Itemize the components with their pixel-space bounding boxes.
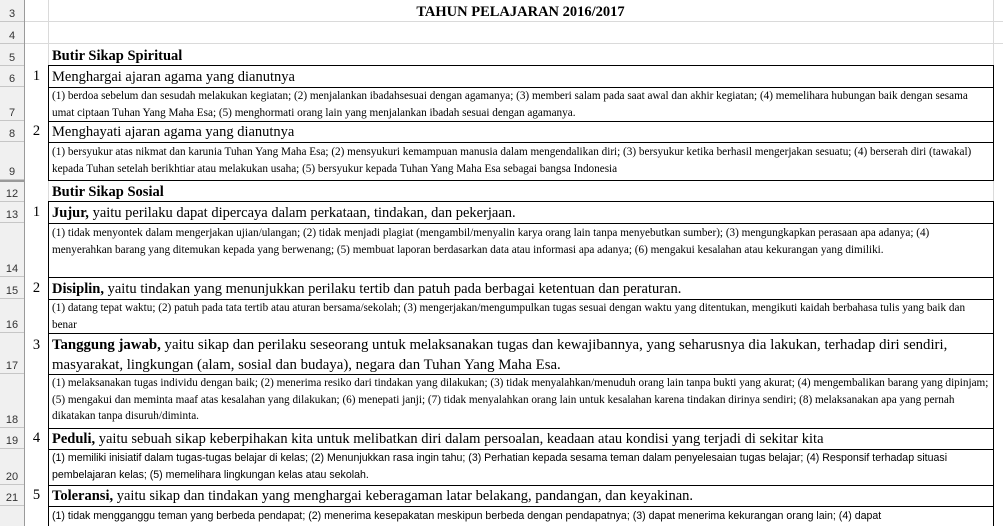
page-title[interactable]: TAHUN PELAJARAN 2016/2017 <box>416 4 625 20</box>
item-term: Jujur, <box>52 205 89 221</box>
table-border <box>48 87 994 88</box>
table-border <box>48 223 994 224</box>
section-heading-spiritual[interactable]: Butir Sikap Spiritual <box>52 48 183 64</box>
row-number[interactable]: 7 <box>0 87 24 121</box>
table-border <box>48 506 994 507</box>
row-number[interactable]: 3 <box>0 0 24 22</box>
gridline <box>993 0 994 66</box>
gridline <box>993 180 994 202</box>
item-number[interactable]: 2 <box>32 279 41 296</box>
row-number[interactable]: 18 <box>0 374 24 428</box>
item-description[interactable]: (1) bersyukur atas nikmat dan karunia Tuhan Yang Maha Esa; (2) mensyukuri kemampuan manusia dalam mengendalikan diri; (3) bersyukur ketika berhasil mengerjakan sesuatu; (4) berserah diri (tawakal) kepada Tuhan setelah berikhtiar atau melakukan usaha; (5) bersyukur kepada Tuhan Yang Maha Esa sebagai bangsa Indonesia <box>52 146 972 175</box>
item-title[interactable] <box>52 335 992 375</box>
row-number[interactable]: 16 <box>0 299 24 333</box>
item-number[interactable]: 3 <box>32 336 41 353</box>
item-description[interactable]: (1) berdoa sebelum dan sesudah melakukan kegiatan; (2) menjalankan ibadahsesuai dengan agamanya; (3) memberi salam pada saat awal dan akhir kegiatan; (4) memelihara hubungan baik dengan sesama umat ciptaan Tuhan Yang Maha Esa; (5) menghormati orang lain yang menjalankan ibadah sesuai dengan agamanya. <box>52 90 968 119</box>
row-number[interactable]: 4 <box>0 22 24 44</box>
item-term: Toleransi, <box>52 488 114 504</box>
row-number[interactable]: 19 <box>0 428 24 449</box>
item-description[interactable]: (1) memiliki inisiatif dalam tugas-tugas belajar di kelas; (2) Menunjukkan rasa ingin tahu; (3) Perhatian kepada sesama teman dalam penyelesaian tugas belajar; (4) Responsif terhadap situasi pembelajaran kelas; (5) memelihara lingkungan kelas atau sekolah. <box>52 452 948 481</box>
item-title-text: yaitu sikap dan perilaku seseorang untuk melaksanakan tugas dan kewajibannya, yang seharusnya dia lakukan, terhadap diri sendiri, masyarakat, lingkungan (alam, sosial dan budaya), negara dan Tuhan Yang Maha Esa. <box>52 337 948 373</box>
row-number[interactable]: 12 <box>0 180 24 202</box>
item-term: Disiplin, <box>52 281 104 297</box>
table-border <box>48 485 994 486</box>
row-number[interactable]: 13 <box>0 202 24 223</box>
item-title[interactable] <box>52 429 992 449</box>
item-title[interactable]: Menghayati ajaran agama yang dianutnya <box>52 124 295 140</box>
item-title-text: yaitu tindakan yang menunjukkan perilaku tertib dan patuh pada berbagai ketentuan dan peraturan. <box>103 281 682 297</box>
table-border <box>48 299 994 300</box>
item-number[interactable]: 1 <box>32 68 41 84</box>
item-title-text: yaitu sikap dan tindakan yang menghargai keberagaman latar belakang, pandangan, dan keyakinan. <box>113 488 694 504</box>
item-title[interactable]: Menghargai ajaran agama yang dianutnya <box>52 69 295 85</box>
item-number[interactable]: 2 <box>32 123 41 139</box>
item-title[interactable] <box>52 203 992 223</box>
item-number[interactable]: 1 <box>32 204 41 220</box>
item-title-text: yaitu sebuah sikap keberpihakan kita untuk melibatkan diri dalam persoalan, keadaan atau kondisi yang terjadi di sekitar kita <box>95 431 824 447</box>
item-description[interactable]: (1) tidak menyontek dalam mengerjakan ujian/ulangan; (2) tidak menjadi plagiat (mengambil/menyalin karya orang lain tanpa menyebutkan sumber); (3) mengungkapkan perasaan apa adanya; (4) menyerahkan barang yang ditemukan kepada yang berwenang; (5) membuat laporan berdasarkan data atau informasi apa adanya; (6) mengakui kesalahan atau kekurangan yang dimiliki. <box>52 227 930 256</box>
item-number[interactable]: 4 <box>32 430 41 446</box>
table-border <box>48 277 994 278</box>
item-title[interactable] <box>52 279 992 299</box>
item-description[interactable]: (1) melaksanakan tugas individu dengan baik; (2) menerima resiko dari tindakan yang dilakukan; (3) tidak menyalahkan/menuduh orang lain tanpa bukti yang akurat; (4) mengembalikan barang yang dipinjam; (5) mengakui dan meminta maaf atas kesalahan yang dilakukan; (6) menepati janji; (7) tidak menyalahkan orang lain untuk kesalahan karena tindakan dirinya sendiri; (8) melaksanakan apa yang pernah dikatakan tanpa disuruh/diminta. <box>52 377 989 422</box>
item-title[interactable] <box>52 486 992 506</box>
table-border <box>48 201 994 202</box>
row-number[interactable]: 20 <box>0 449 24 485</box>
row-number[interactable]: 5 <box>0 44 24 66</box>
table-border <box>48 201 49 526</box>
table-border <box>48 180 994 181</box>
gridline <box>25 43 1003 44</box>
item-description[interactable]: (1) datang tepat waktu; (2) patuh pada tata tertib atau aturan bersama/sekolah; (3) mengerjakan/mengumpulkan tugas sesuai dengan waktu yang ditentukan, mengikuti kaidah berbahasa tulis yang baik dan benar <box>52 302 966 331</box>
table-border <box>48 142 994 143</box>
row-number[interactable]: 14 <box>0 223 24 277</box>
table-border <box>48 449 994 450</box>
table-border <box>48 121 994 122</box>
item-term: Tanggung jawab, <box>52 337 161 353</box>
table-border <box>48 374 994 375</box>
item-title-text: yaitu perilaku dapat dipercaya dalam perkataan, tindakan, dan pekerjaan. <box>88 205 516 221</box>
row-number[interactable]: 6 <box>0 66 24 87</box>
row-number[interactable]: 8 <box>0 121 24 142</box>
row-number[interactable]: 17 <box>0 333 24 374</box>
table-border <box>48 65 994 66</box>
table-border <box>48 428 994 429</box>
table-border <box>993 65 994 181</box>
row-number[interactable]: 21 <box>0 485 24 506</box>
table-border <box>48 65 49 181</box>
section-heading-sosial[interactable]: Butir Sikap Sosial <box>52 184 164 200</box>
row-number[interactable]: 15 <box>0 277 24 299</box>
item-number[interactable]: 5 <box>32 487 41 503</box>
row-number[interactable]: 9 <box>0 142 24 180</box>
item-description[interactable]: (1) tidak mengganggu teman yang berbeda pendapat; (2) menerima kesepakatan meskipun berbeda dengan pendapatnya; (3) dapat menerima kekurangan orang lain; (4) dapat <box>52 510 882 522</box>
table-border <box>993 201 994 526</box>
gridline <box>48 180 49 202</box>
table-border <box>48 333 994 334</box>
item-term: Peduli, <box>52 431 96 447</box>
